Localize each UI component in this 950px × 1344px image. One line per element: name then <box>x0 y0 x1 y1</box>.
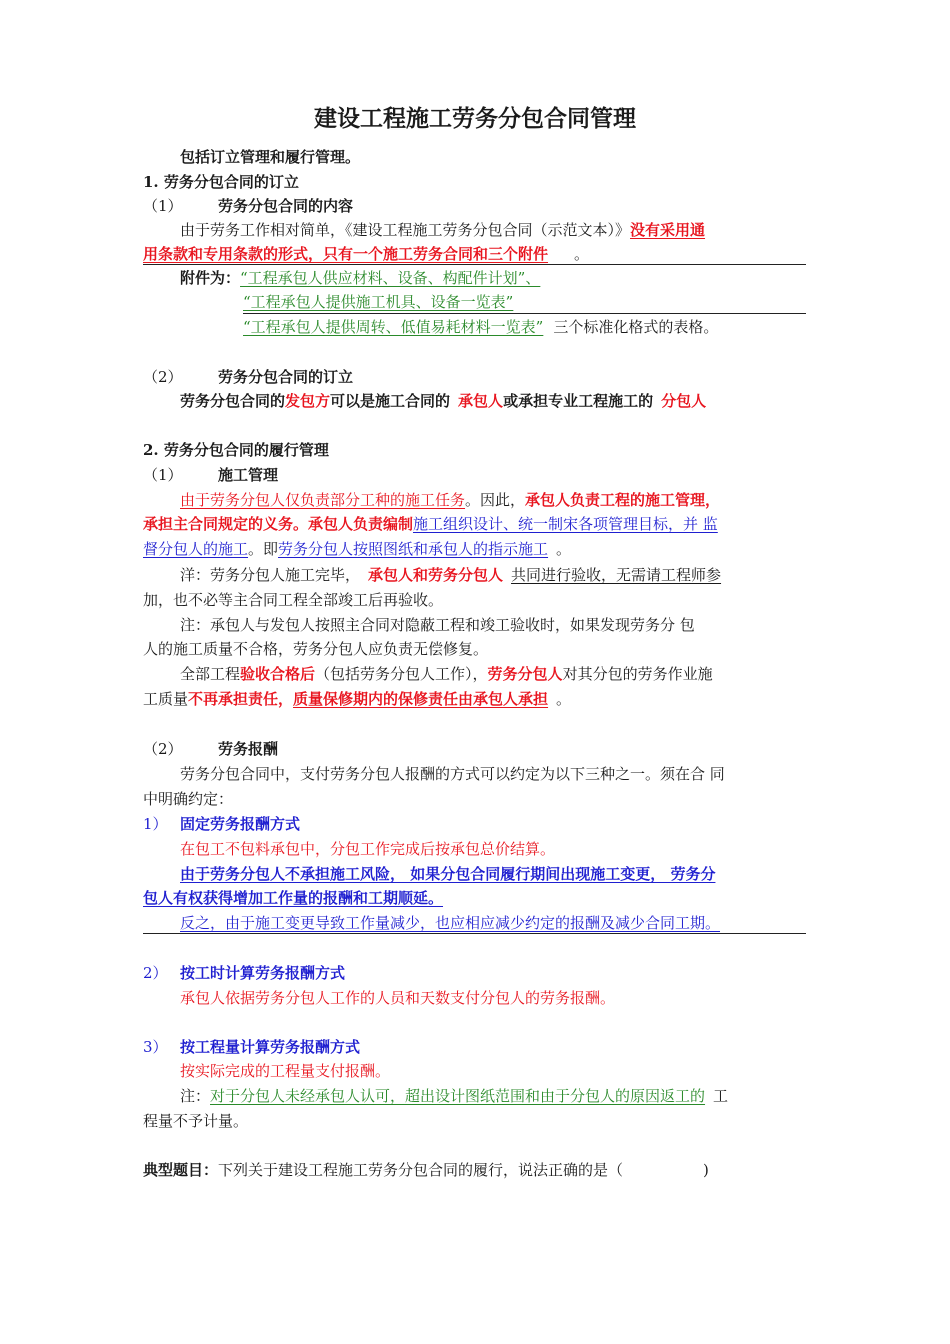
s1-p2-contractor: 承包人 <box>458 392 504 410</box>
s1-p2-text-c: 可以是施工合同的 <box>330 392 451 410</box>
s2-p1-l8b: 验收合格后 <box>240 665 316 683</box>
method-3-note-text: 对于分包人未经承包人认可，超出设计图纸范围和由于分包人的原因返工的 <box>210 1087 706 1105</box>
method-2-number: 2） <box>143 964 168 982</box>
divider-line <box>243 313 806 314</box>
s1-p1-title: 劳务分包合同的内容 <box>218 197 354 215</box>
s2-p1-l3d: 。 <box>556 540 572 558</box>
s2-p1-l4b: 承包人和劳务分包人 <box>368 566 504 584</box>
s1-p2-subcontractor: 分包人 <box>661 392 707 410</box>
s1-p1-line2-end: 。 <box>574 245 590 263</box>
s1-p2-title: 劳务分包合同的订立 <box>218 368 354 386</box>
method-1-line2: 由于劳务分包人不承担施工风险， 如果分包合同履行期间出现施工变更， 劳务分 <box>180 865 716 883</box>
s2-p1-l2b: 施工组织设计、统一制宋各项管理目标，并 监 <box>413 515 718 533</box>
s2-p1-l4c: 共同进行验收，无需请工程师参 <box>511 566 722 584</box>
s1-p2-text-e: 或承担专业工程施工的 <box>503 392 654 410</box>
s2-p1-l9b: 不再承担责任， <box>188 690 294 708</box>
s1-p2-issuer: 发包方 <box>285 392 331 410</box>
s1-p2-number: （2） <box>143 368 183 386</box>
s2-p1-l9a: 工质量 <box>143 690 189 708</box>
s2-p1-l8a: 全部工程 <box>180 665 241 683</box>
s1-p1-line1 <box>180 219 705 241</box>
typical-question <box>143 1159 709 1181</box>
method-1-title: 固定劳务报酬方式 <box>180 815 301 833</box>
question-label: 典型题目： <box>143 1161 219 1179</box>
s2-p1-l4a: 洋：劳务分包人施工完毕， <box>180 566 361 584</box>
attachment-3-tail: 三个标准化格式的表格。 <box>553 318 719 336</box>
method-1-line1: 在包工不包料承包中，分包工作完成后按承包总价结算。 <box>180 840 556 858</box>
s2-p1-l2a: 承担主合同规定的义务。承包人负责编制 <box>143 515 414 533</box>
method-2-title: 按工时计算劳务报酬方式 <box>180 964 346 982</box>
s2-p1-l1a: 由于劳务分包人仅负责部分工种的施工任务 <box>180 491 466 509</box>
s2-p1-l1b: 。因此， <box>465 491 526 509</box>
section-2-heading: 2. 劳务分包合同的履行管理 <box>143 441 329 459</box>
s2-p1-line5: 加，也不必等主合同工程全部竣工后再验收。 <box>143 591 444 609</box>
intro-line: 包括订立管理和履行管理。 <box>180 148 361 166</box>
s1-p1-line1-text: 由于劳务工作相对简单，《建设工程施工劳务分包合同（示范文本）》 <box>180 221 631 239</box>
s2-p1-l3b: 。即 <box>248 540 279 558</box>
s2-p1-l1c: 承包人负责工程的施工管理， <box>525 491 721 509</box>
s2-p1-title: 施工管理 <box>218 466 279 484</box>
s2-p1-line8 <box>180 663 713 685</box>
s2-p2-number: （2） <box>143 740 183 758</box>
s2-p1-line7: 人的施工质量不合格，劳务分包人应负责无偿修复。 <box>143 640 489 658</box>
s2-p1-number: （1） <box>143 466 183 484</box>
method-1-line3: 包人有权获得增加工作量的报酬和工期顺延。 <box>143 889 444 907</box>
s1-p2-line <box>180 390 706 412</box>
divider-line <box>143 933 806 934</box>
s1-p1-line1-highlight: 没有采用通 <box>630 221 706 239</box>
attachment-line-3 <box>243 316 718 338</box>
attachment-2: “工程承包人提供施工机具、设备一览表” <box>243 293 514 311</box>
method-3-title: 按工程量计算劳务报酬方式 <box>180 1038 361 1056</box>
s1-p1-line2 <box>143 243 589 265</box>
question-close: ) <box>703 1161 709 1179</box>
attachment-label: 附件为： <box>180 269 241 287</box>
section-1-heading: 1. 劳务分包合同的订立 <box>143 173 299 191</box>
s2-p2-line1: 劳务分包合同中，支付劳务分包人报酬的方式可以约定为以下三种之一。须在合 同 <box>180 765 725 783</box>
s2-p1-l3a: 督分包人的施工 <box>143 540 249 558</box>
s2-p1-l9c: 质量保修期内的保修责任由承包人承担 <box>293 690 549 708</box>
method-2-line1: 承包人依据劳务分包人工作的人员和天数支付分包人的劳务报酬。 <box>180 989 616 1007</box>
s2-p1-l9d: 。 <box>556 690 572 708</box>
s2-p1-l8d: 劳务分包人 <box>487 665 563 683</box>
s2-p1-line3 <box>143 538 571 560</box>
s2-p1-line4 <box>180 564 721 586</box>
s2-p1-l8c: （包括劳务分包人工作）， <box>315 665 488 683</box>
s2-p2-title: 劳务报酬 <box>218 740 279 758</box>
method-1-line4: 反之，由于施工变更导致工作量减少，也应相应减少约定的报酬及减少合同工期。 <box>180 914 721 932</box>
s2-p1-l3c: 劳务分包人按照图纸和承包人的指示施工 <box>278 540 549 558</box>
s2-p1-line2 <box>143 513 718 535</box>
question-text: 下列关于建设工程施工劳务分包合同的履行，说法正确的是（ <box>218 1161 624 1179</box>
page-title: 建设工程施工劳务分包合同管理 <box>314 106 636 132</box>
s2-p2-line2: 中明确约定： <box>143 790 234 808</box>
method-3-number: 3） <box>143 1038 168 1056</box>
attachment-1: “工程承包人供应材料、设备、构配件计划”、 <box>240 269 541 287</box>
s2-p1-line6: 注：承包人与发包人按照主合同对隐蔽工程和竣工验收时，如果发现劳务分 包 <box>180 616 695 634</box>
s1-p1-line2-highlight: 用条款和专用条款的形式，只有一个施工劳务合同和三个附件 <box>143 245 549 263</box>
method-3-note-label: 注： <box>180 1087 211 1105</box>
s2-p1-line9 <box>143 688 571 710</box>
method-1-number: 1） <box>143 815 168 833</box>
attachment-line-1 <box>180 267 540 289</box>
attachment-3: “工程承包人提供周转、低值易耗材料一览表” <box>243 318 544 336</box>
s2-p1-l8e: 对其分包的劳务作业施 <box>562 665 713 683</box>
method-3-line2 <box>180 1085 728 1107</box>
s2-p1-line1 <box>180 489 720 511</box>
s1-p2-text-a: 劳务分包合同的 <box>180 392 286 410</box>
method-3-line3: 程量不予计量。 <box>143 1112 249 1130</box>
divider-line <box>143 264 806 265</box>
method-3-note-tail: 工 <box>713 1087 729 1105</box>
s1-p1-number: （1） <box>143 197 183 215</box>
method-3-line1: 按实际完成的工程量支付报酬。 <box>180 1062 391 1080</box>
